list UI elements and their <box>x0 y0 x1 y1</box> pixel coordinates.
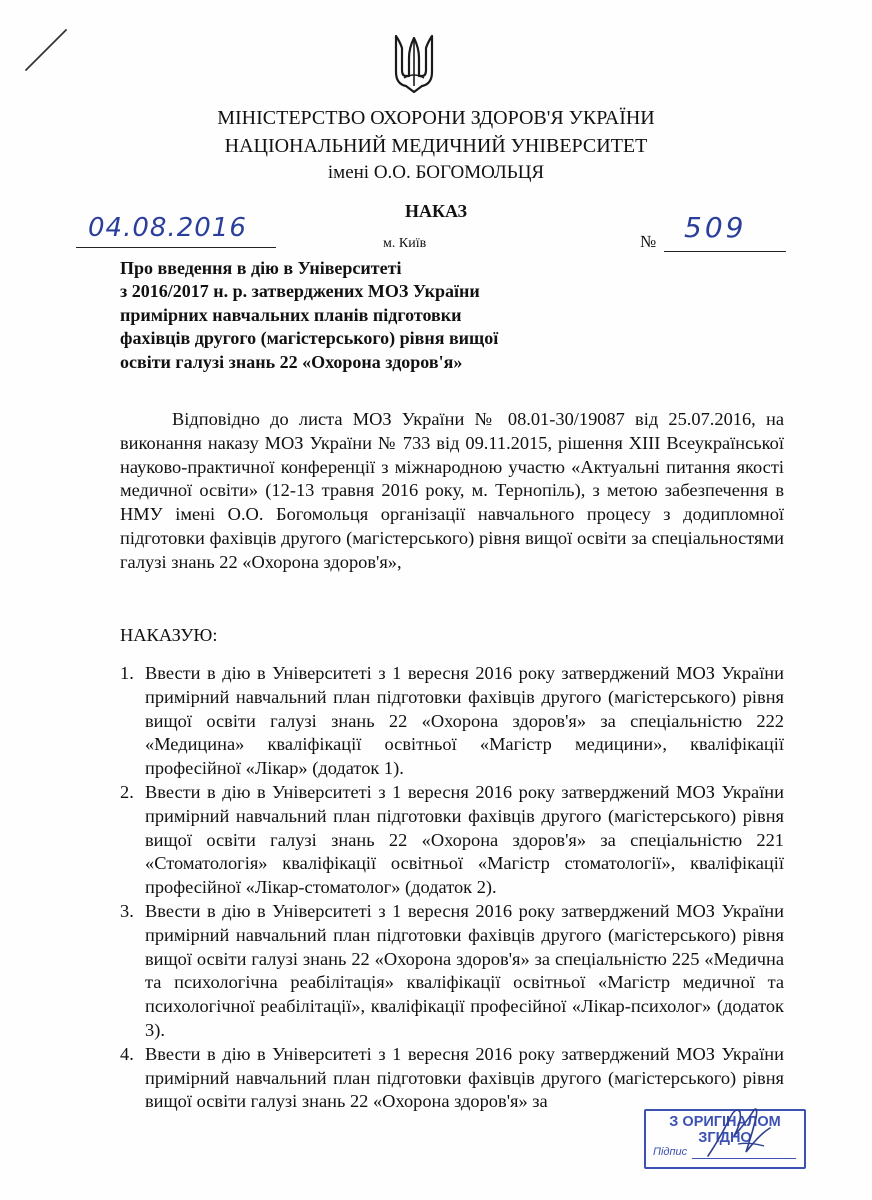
handwritten-number: 509 <box>684 211 747 244</box>
order-items-list <box>120 662 784 1114</box>
handwritten-date: 04.08.2016 <box>88 213 247 243</box>
item-text: Ввести в дію в Університеті з 1 вересня 2016 року затверджений МОЗ України примірний навчальний план підготовки фахівців другого (магістерського) рівня вищої освіти галузі знань 22 «Охорона здоров'я» за спеціальністю 222 «Медицина» кваліфікації освітньої «Магістр медицини», кваліфікації професійної «Лікар» (додаток 1). <box>145 663 784 779</box>
number-label: № <box>640 232 657 251</box>
number-underline <box>664 251 786 252</box>
subject-line: Про введення в дію в Університеті <box>120 258 402 278</box>
list-item <box>120 781 784 900</box>
document-title: НАКАЗ <box>404 201 468 221</box>
item-text: Ввести в дію в Університеті з 1 вересня 2016 року затверджений МОЗ України примірний навчальний план підготовки фахівців другого (магістерського) рівня вищої освіти галузі знань 22 «Охорона здоров'я» за спеціальністю 221 «Стоматологія» кваліфікації освітньої «Магістр стоматології», кваліфікації професійної «Лікар-стоматолог» (додаток 2). <box>145 781 784 898</box>
list-item <box>120 662 784 781</box>
pen-stroke-mark <box>22 26 70 74</box>
subject-line: з 2016/2017 н. р. затверджених МОЗ України <box>120 281 480 302</box>
subject-line: освіти галузі знань 22 «Охорона здоров'я» <box>120 351 463 372</box>
list-item <box>120 900 784 1043</box>
item-number: 3. <box>120 900 134 921</box>
order-subject <box>120 257 590 374</box>
university-name: НАЦІОНАЛЬНИЙ МЕДИЧНИЙ УНІВЕРСИТЕТ <box>224 135 648 157</box>
ministry-name: МІНІСТЕРСТВО ОХОРОНИ ЗДОРОВ'Я УКРАЇНИ <box>217 107 655 129</box>
date-underline <box>76 247 276 248</box>
subject-line: фахівців другого (магістерського) рівня вищої <box>120 328 499 349</box>
item-number: 2. <box>120 781 134 802</box>
item-text: Ввести в дію в Університеті з 1 вересня 2016 року затверджений МОЗ України примірний навчальний план підготовки фахівців другого (магістерського) рівня вищої освіти галузі знань 22 «Охорона здоров'я» за <box>145 1043 784 1112</box>
signature-scribble-icon <box>700 1098 780 1164</box>
university-named-after: імені О.О. БОГОМОЛЬЦЯ <box>327 162 545 183</box>
trident-icon <box>392 28 436 94</box>
preamble-paragraph <box>120 408 784 575</box>
subject-line: примірних навчальних планів підготовки <box>120 304 462 325</box>
order-directive: НАКАЗУЮ: <box>120 625 218 645</box>
stamp-text: З ОРИГІНАЛОМ ЗГІДНО <box>669 1114 781 1146</box>
city-label: м. Київ <box>383 236 427 251</box>
preamble-text: Відповідно до листа МОЗ України № 08.01-30/19087 від 25.07.2016, на виконання наказу МОЗ України № 733 від 09.11.2015, рішення ХІІІ Всеукраїнської науково-практичної конференції з міжнародною участю «Актуальні питання якості медичної освіти» (12-13 травня 2016 року, м. Тернопіль), з метою забезпечення в НМУ імені О.О. Богомольця організації навчального процесу з додипломної підготовки фахівців другого (магістерського) рівня вищої освіти за спеціальностями галузі знань 22 «Охорона здоров'я», <box>120 409 784 572</box>
list-item <box>120 1043 784 1114</box>
stamp-signature-label: Підпис <box>653 1146 688 1158</box>
item-number: 4. <box>120 1043 134 1064</box>
item-text: Ввести в дію в Університеті з 1 вересня 2016 року затверджений МОЗ України примірний навчальний план підготовки фахівців другого (магістерського) рівня вищої освіти галузі знань 22 «Охорона здоров'я» за спеціальністю 225 «Медична та психологічна реабілітація» кваліфікації освітньої «Магістр медичної та психологічної реабілітації», кваліфікації професійної «Лікар-психолог» (додаток 3). <box>145 900 784 1040</box>
item-number: 1. <box>120 663 134 683</box>
